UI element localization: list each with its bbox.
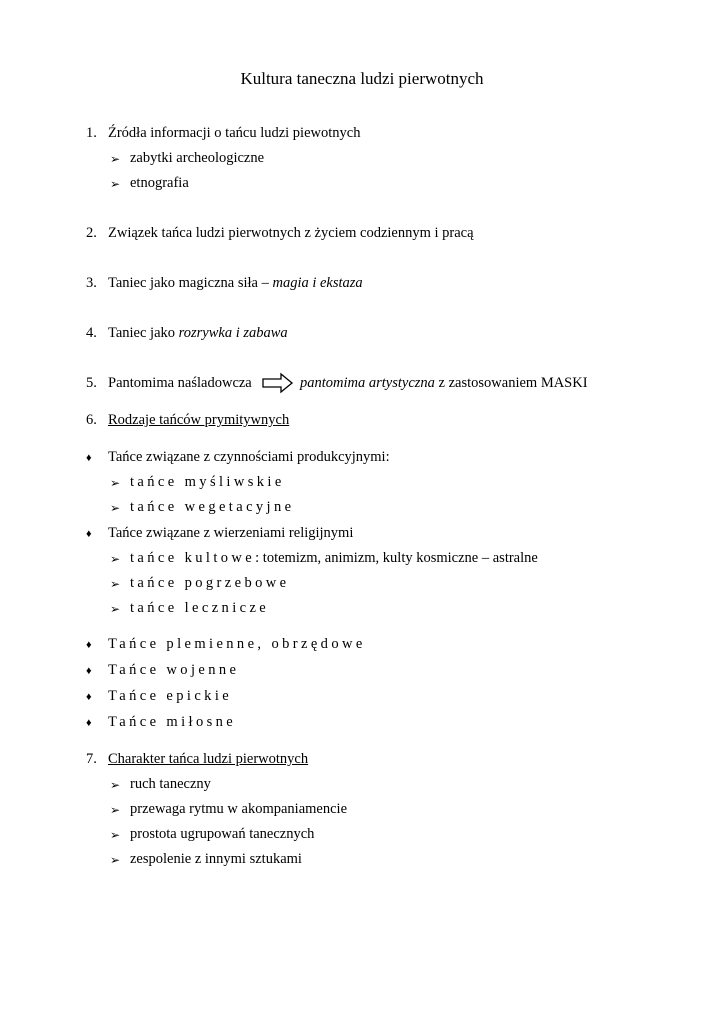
type-2-sub-3: tańce lecznicze (130, 600, 270, 616)
diamond-bullet-icon: ♦ (86, 528, 92, 540)
type-2-sub-2: tańce pogrzebowe (130, 575, 290, 591)
item-1-number: 1. (86, 125, 97, 141)
hollow-right-arrow-icon (262, 372, 294, 394)
item-1-sub-1: zabytki archeologiczne (130, 150, 265, 166)
arrowhead-bullet-icon: ➢ (110, 853, 121, 867)
type-5-text: Tańce epickie (108, 688, 233, 704)
item-7-text: Charakter tańca ludzi pierwotnych (108, 751, 309, 767)
diamond-bullet-icon: ♦ (86, 665, 92, 677)
item-5-continuation (300, 374, 588, 392)
type-4-text: Tańce wojenne (108, 662, 240, 678)
type-2-sub-1 (130, 549, 538, 567)
arrowhead-bullet-icon: ➢ (110, 577, 121, 591)
type-1-sub-1: tańce myśliwskie (130, 474, 285, 490)
arrowhead-bullet-icon: ➢ (110, 778, 121, 792)
item-4-text: Taniec jako (108, 325, 179, 341)
diamond-bullet-icon: ♦ (86, 639, 92, 651)
arrowhead-bullet-icon: ➢ (110, 602, 121, 616)
item-7-number: 7. (86, 751, 97, 767)
type-6-text: Tańce miłosne (108, 714, 237, 730)
item-3-line (108, 274, 363, 292)
diamond-bullet-icon: ♦ (86, 717, 92, 729)
diamond-bullet-icon: ♦ (86, 452, 92, 464)
type-1-sub-2: tańce wegetacyjne (130, 499, 295, 515)
item-2-number: 2. (86, 225, 97, 241)
document-title: Kultura taneczna ludzi pierwotnych (240, 69, 484, 88)
item-5-text: Pantomima naśladowcza (108, 375, 252, 391)
item-1-text: Źródła informacji o tańcu ludzi piewotnych (108, 125, 361, 141)
item-5-number: 5. (86, 375, 97, 391)
item-4-number: 4. (86, 325, 97, 341)
item-7-sub-2: przewaga rytmu w akompaniamencie (130, 801, 348, 817)
arrowhead-bullet-icon: ➢ (110, 803, 121, 817)
item-7-sub-3: prostota ugrupowań tanecznych (130, 826, 315, 842)
item-3-italic: magia i ekstaza (272, 275, 363, 291)
type-1-text: Tańce związane z czynnościami produkcyjnymi: (108, 449, 390, 465)
arrowhead-bullet-icon: ➢ (110, 552, 121, 566)
item-7-sub-4: zespolenie z innymi sztukami (130, 851, 302, 867)
item-2-text: Związek tańca ludzi pierwotnych z życiem codziennym i pracą (108, 225, 474, 241)
type-2-sub-1-rest: : totemizm, animizm, kulty kosmiczne – astralne (255, 550, 538, 566)
item-6-number: 6. (86, 412, 97, 428)
arrowhead-bullet-icon: ➢ (110, 476, 121, 490)
type-2-text: Tańce związane z wierzeniami religijnymi (108, 525, 354, 541)
item-4-italic: rozrywka i zabawa (178, 325, 288, 341)
arrowhead-bullet-icon: ➢ (110, 501, 121, 515)
item-7-sub-1: ruch taneczny (130, 776, 211, 792)
item-3-text: Taniec jako magiczna siła – (108, 275, 273, 291)
arrowhead-bullet-icon: ➢ (110, 828, 121, 842)
diamond-bullet-icon: ♦ (86, 691, 92, 703)
arrowhead-bullet-icon: ➢ (110, 177, 121, 191)
item-5-italic: pantomima artystyczna (300, 375, 435, 391)
item-4-line (108, 324, 288, 342)
item-6-text: Rodzaje tańców prymitywnych (108, 412, 290, 428)
item-1-sub-2: etnografia (130, 175, 189, 191)
item-3-number: 3. (86, 275, 97, 291)
arrowhead-bullet-icon: ➢ (110, 152, 121, 166)
type-2-sub-1-spaced: tańce kultowe (130, 550, 256, 566)
item-5-tail: z zastosowaniem MASKI (434, 375, 588, 391)
type-3-text: Tańce plemienne, obrzędowe (108, 636, 366, 652)
